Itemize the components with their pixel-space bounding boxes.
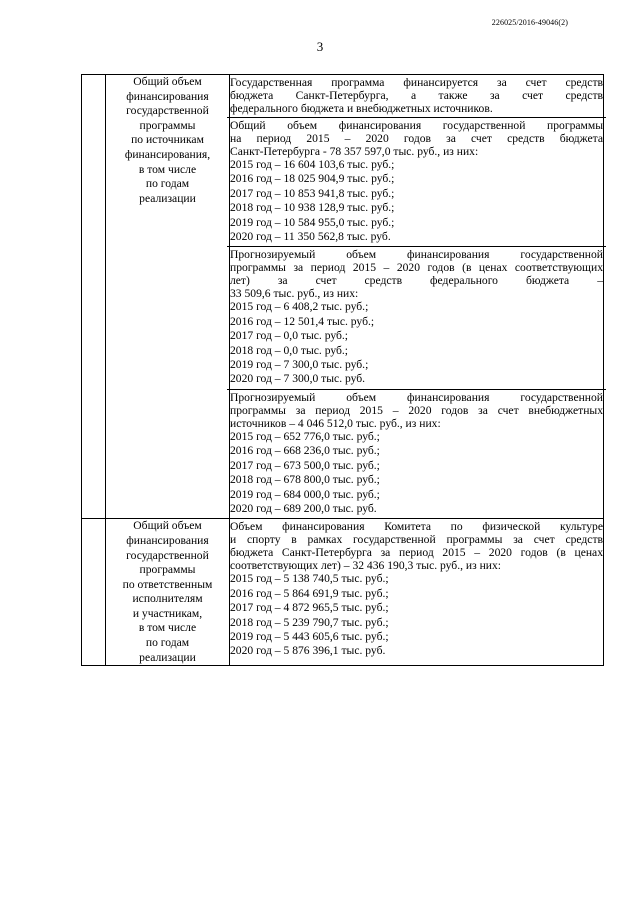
row-header-line: реализации bbox=[139, 191, 196, 205]
year-amount-line: 2015 год – 6 408,2 тыс. руб.; bbox=[230, 300, 369, 314]
year-amount-line: 2017 год – 0,0 тыс. руб.; bbox=[230, 329, 349, 343]
row-content-cell bbox=[230, 75, 604, 519]
empty-cell bbox=[82, 75, 106, 519]
row-header-line: Общий объем bbox=[133, 75, 202, 88]
row-header-line: по ответственным bbox=[122, 577, 213, 591]
year-amount-line: 2020 год – 11 350 562,8 тыс. руб. bbox=[230, 230, 391, 244]
row-header-line: финансирования, bbox=[124, 147, 211, 161]
row-header-line: Общий объем bbox=[133, 519, 202, 533]
financing-paragraph bbox=[230, 391, 603, 430]
year-amount-line: 2016 год – 5 864 691,9 тыс. руб.; bbox=[230, 586, 389, 600]
year-amount-line: 2020 год – 5 876 396,1 тыс. руб. bbox=[230, 644, 386, 658]
table-row bbox=[82, 519, 604, 666]
year-amount-line: 2018 год – 678 800,0 тыс. руб.; bbox=[230, 473, 380, 487]
paragraph-line: и спорту в рамках государственной программы за счет средств bbox=[230, 533, 603, 547]
year-amount-line: 2019 год – 5 443 605,6 тыс. руб.; bbox=[230, 629, 389, 643]
row-header-line: и участникам, bbox=[132, 606, 203, 620]
financing-table bbox=[81, 74, 604, 666]
year-amount-line: 2018 год – 10 938 128,9 тыс. руб.; bbox=[230, 201, 395, 215]
paragraph-line: бюджета Санкт-Петербурга за период 2015 – 2020 годов (в ценах bbox=[230, 546, 603, 560]
table-row bbox=[82, 75, 604, 519]
financing-paragraph bbox=[230, 520, 603, 572]
empty-cell bbox=[82, 519, 106, 666]
row-header-line: программы bbox=[139, 118, 196, 132]
row-header-line: финансирования bbox=[126, 533, 209, 547]
year-amount-line: 2017 год – 673 500,0 тыс. руб.; bbox=[230, 458, 380, 472]
row-header-line: исполнителям bbox=[132, 592, 203, 606]
paragraph-last-line: соответствующих лет) – 32 436 190,3 тыс. руб., из них: bbox=[230, 559, 501, 573]
paragraph-last-line: федерального бюджета и внебюджетных источников. bbox=[230, 102, 493, 115]
financing-paragraph bbox=[230, 76, 603, 115]
financing-paragraph bbox=[230, 119, 603, 158]
year-amount-line: 2015 год – 5 138 740,5 тыс. руб.; bbox=[230, 572, 389, 586]
paragraph-last-line: источников – 4 046 512,0 тыс. руб., из них: bbox=[230, 416, 441, 430]
financing-block bbox=[227, 519, 606, 660]
financing-block bbox=[227, 118, 606, 247]
document-id: 226025/2016-49046(2) bbox=[491, 18, 568, 27]
row-header-cell bbox=[106, 519, 230, 666]
year-amount-line: 2015 год – 652 776,0 тыс. руб.; bbox=[230, 429, 380, 443]
paragraph-line: лет) за счет средств федерального бюджета – bbox=[230, 274, 603, 288]
row-header-line: по годам bbox=[145, 177, 190, 191]
year-amount-line: 2016 год – 668 236,0 тыс. руб.; bbox=[230, 444, 380, 458]
paragraph-line: на период 2015 – 2020 годов за счет средств бюджета bbox=[230, 132, 603, 145]
year-amount-line: 2016 год – 12 501,4 тыс. руб.; bbox=[230, 314, 375, 328]
paragraph-last-line: Санкт-Петербурга - 78 357 597,0 тыс. руб., из них: bbox=[230, 145, 479, 158]
paragraph-line: Прогнозируемый объем финансирования государственной bbox=[230, 248, 603, 262]
year-amount-line: 2017 год – 10 853 941,8 тыс. руб.; bbox=[230, 186, 395, 200]
row-header-cell bbox=[106, 75, 230, 519]
paragraph-line: программы за период 2015 – 2020 годов за счет внебюджетных bbox=[230, 403, 603, 417]
financing-block bbox=[227, 247, 606, 389]
row-header-line: государственной bbox=[126, 548, 209, 562]
financing-block bbox=[227, 75, 606, 118]
year-amount-line: 2018 год – 5 239 790,7 тыс. руб.; bbox=[230, 615, 389, 629]
year-amount-line: 2016 год – 18 025 904,9 тыс. руб.; bbox=[230, 172, 395, 186]
paragraph-line: Государственная программа финансируется за счет средств bbox=[230, 76, 603, 89]
page-number: 3 bbox=[316, 39, 324, 54]
financing-block bbox=[227, 390, 606, 518]
row-header-line: государственной bbox=[126, 104, 209, 118]
year-amount-line: 2019 год – 10 584 955,0 тыс. руб.; bbox=[230, 215, 395, 229]
year-amount-line: 2019 год – 7 300,0 тыс. руб.; bbox=[230, 358, 369, 372]
year-amount-line: 2019 год – 684 000,0 тыс. руб.; bbox=[230, 487, 380, 501]
paragraph-last-line: 33 509,6 тыс. руб., из них: bbox=[230, 287, 359, 301]
year-amount-line: 2015 год – 16 604 103,6 тыс. руб.; bbox=[230, 158, 395, 171]
row-content-cell bbox=[230, 519, 604, 666]
row-header-line: реализации bbox=[139, 650, 196, 664]
row-header-line: по источникам bbox=[131, 133, 204, 147]
paragraph-line: Общий объем финансирования государственной программы bbox=[230, 119, 603, 132]
year-amount-line: 2020 год – 7 300,0 тыс. руб. bbox=[230, 372, 366, 386]
row-header-line: программы bbox=[139, 563, 196, 577]
year-amount-line: 2017 год – 4 872 965,5 тыс. руб.; bbox=[230, 601, 389, 615]
financing-paragraph bbox=[230, 248, 603, 300]
year-amount-line: 2018 год – 0,0 тыс. руб.; bbox=[230, 343, 349, 357]
paragraph-line: Объем финансирования Комитета по физической культуре bbox=[230, 520, 603, 534]
paragraph-line: Прогнозируемый объем финансирования государственной bbox=[230, 390, 603, 404]
row-header-line: в том числе bbox=[138, 162, 197, 176]
year-amount-line: 2020 год – 689 200,0 тыс. руб. bbox=[230, 501, 377, 515]
row-header-line: финансирования bbox=[126, 89, 209, 103]
row-header-line: по годам bbox=[145, 636, 190, 650]
row-header-line: в том числе bbox=[138, 621, 197, 635]
paragraph-line: бюджета Санкт-Петербурга, а также за счет средств bbox=[230, 89, 603, 102]
paragraph-line: программы за период 2015 – 2020 годов (в ценах соответствующих bbox=[230, 261, 603, 275]
